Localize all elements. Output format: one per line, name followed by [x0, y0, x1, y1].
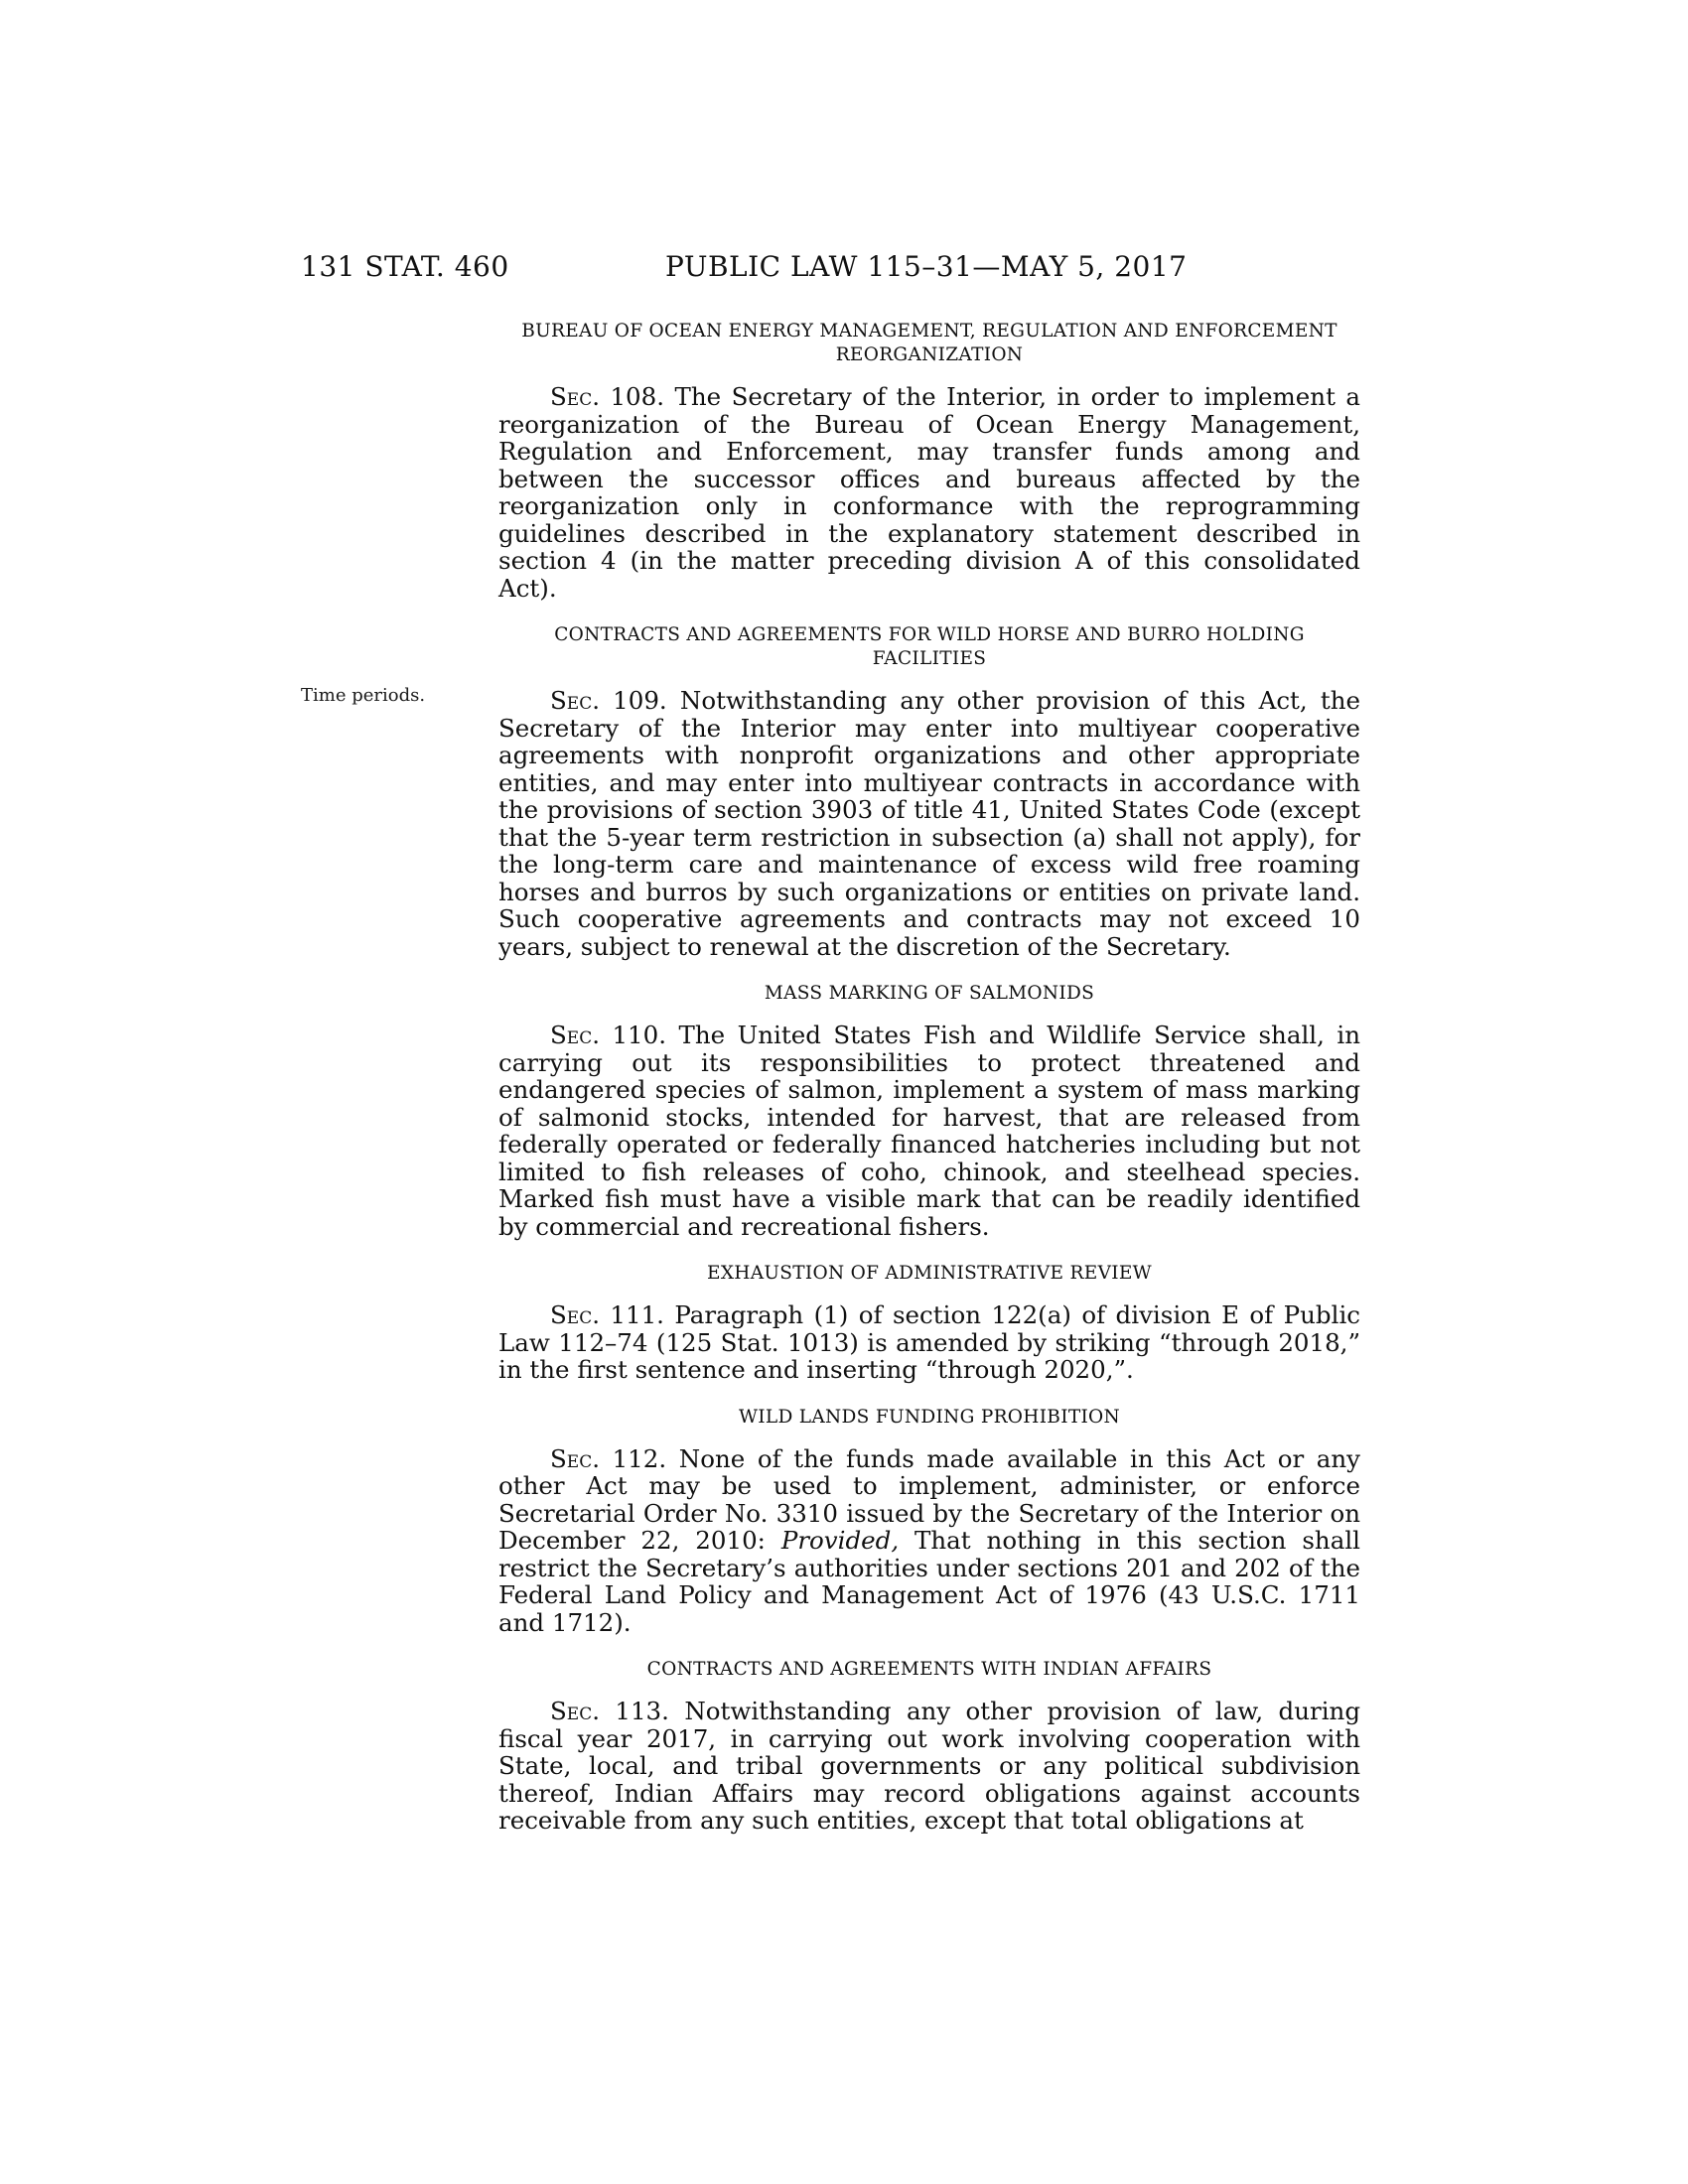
- section-label: Sec. 112.: [550, 1443, 667, 1473]
- section-text: [498, 1698, 1360, 1835]
- section-body: Paragraph (1) of section 122(a) of division E of Public Law 112–74 (125 Stat. 1013) is amended by striking “through 2018,” in the first sentence and inserting “through 2020,”.: [498, 1300, 1361, 1384]
- section-text: [498, 1301, 1360, 1384]
- section-heading: MASS MARKING OF SALMONIDS: [764, 983, 1095, 1004]
- section-text: [498, 1022, 1360, 1240]
- section-body-part: That nothing in this section shall restrict the Secretary’s authorities under sections 201 and 202 of the Federal Land Policy and Management Act of 1976 (43 U.S.C. 1711 and 1712).: [498, 1526, 1360, 1637]
- section-110: [498, 982, 1360, 1240]
- stat-citation: 131 STAT. 460: [301, 250, 509, 283]
- section-heading: WILD LANDS FUNDING PROHIBITION: [738, 1406, 1121, 1428]
- section-label: Sec. 109.: [550, 686, 667, 715]
- section-body-part: None of the funds made available in this Act or any other Act may be used to implement, administer, or enforce Secretarial Order No. 3310 issued by the Secretary of the Interior on December 22, 2010:: [498, 1443, 1360, 1555]
- law-title: PUBLIC LAW 115–31—MAY 5, 2017: [665, 250, 1188, 283]
- section-112: [498, 1406, 1360, 1637]
- page-header: [0, 250, 1688, 290]
- section-text: [498, 383, 1360, 602]
- section-text: [498, 687, 1360, 960]
- section-body: Notwithstanding any other provision of this Act, the Secretary of the Interior may enter into multiyear cooperative agreements with nonprofit organizations and other appropriate entities, and may enter into multiyear contracts in accordance with the provisions of section 3903 of title 41, United States Code (except that the 5-year term restriction in subsection (a) shall not apply), for the long-term care and maintenance of excess wild free roaming horses and burros by such organizations or entities on private land. Such cooperative agreements and contracts may not exceed 10 years, subject to renewal at the discretion of the Secretary.: [498, 686, 1360, 961]
- section-111: [498, 1262, 1360, 1384]
- section-109: [498, 623, 1360, 960]
- section-113: [498, 1658, 1360, 1835]
- section-heading: CONTRACTS AND AGREEMENTS FOR WILD HORSE AND BURRO HOLDING FACILITIES: [554, 624, 1305, 669]
- margin-note-time-periods: Time periods.: [301, 685, 426, 706]
- body-column: [498, 320, 1360, 1856]
- provided-clause: Provided,: [780, 1526, 900, 1555]
- section-label: Sec. 113.: [550, 1697, 669, 1725]
- section-label: Sec. 108.: [550, 382, 665, 411]
- section-text: [498, 1445, 1360, 1637]
- section-heading: BUREAU OF OCEAN ENERGY MANAGEMENT, REGULATION AND ENFORCEMENT REORGANIZATION: [521, 321, 1337, 365]
- section-heading: CONTRACTS AND AGREEMENTS WITH INDIAN AFFAIRS: [646, 1659, 1212, 1680]
- section-label: Sec. 110.: [550, 1021, 667, 1049]
- section-label: Sec. 111.: [550, 1300, 664, 1329]
- section-heading: EXHAUSTION OF ADMINISTRATIVE REVIEW: [707, 1263, 1152, 1284]
- section-body: Notwithstanding any other provision of law, during fiscal year 2017, in carrying out work involving cooperation with State, local, and tribal governments or any political subdivision thereof, Indian Affairs may record obligations against accounts receivable from any such entities, except that total obligations at: [498, 1697, 1360, 1835]
- section-108: [498, 320, 1360, 602]
- section-body: The United States Fish and Wildlife Service shall, in carrying out its responsibilities to protect threatened and endangered species of salmon, implement a system of mass marking of salmonid stocks, intended for harvest, that are released from federally operated or federally financed hatcheries including but not limited to fish releases of coho, chinook, and steelhead species. Marked fish must have a visible mark that can be readily identified by commercial and recreational fishers.: [498, 1021, 1360, 1241]
- section-body: The Secretary of the Interior, in order to implement a reorganization of the Bureau of Ocean Energy Management, Regulation and Enforcement, may transfer funds among and between the successor offices and bureaus affected by the reorganization only in conformance with the reprogramming guidelines described in the explanatory statement described in section 4 (in the matter preceding division A of this consolidated Act).: [498, 382, 1360, 603]
